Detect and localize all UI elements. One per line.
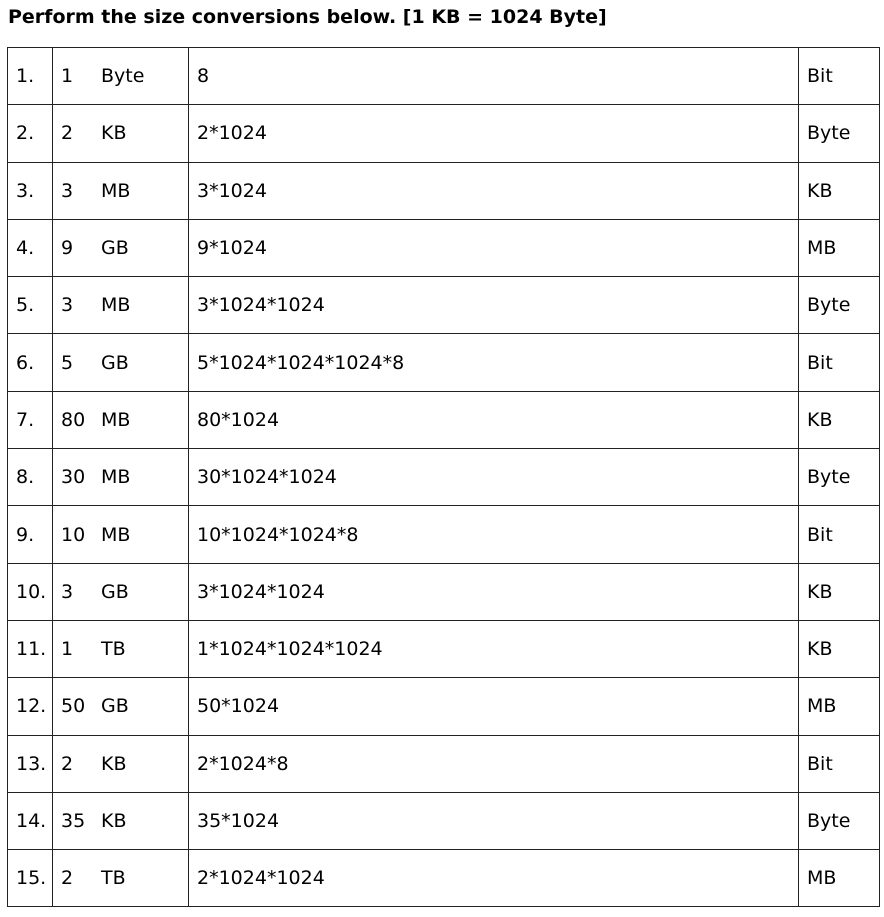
row-number: 8. bbox=[8, 449, 53, 506]
table-row bbox=[8, 391, 880, 448]
source-quantity bbox=[53, 620, 189, 677]
conversion-result: 1*1024*1024*1024 bbox=[189, 620, 799, 677]
source-amount: 1 bbox=[61, 65, 74, 88]
target-unit: Byte bbox=[799, 277, 880, 334]
table-row bbox=[8, 506, 880, 563]
source-quantity bbox=[53, 850, 189, 907]
page-title: Perform the size conversions below. [1 KB = 1024 Byte] bbox=[8, 6, 607, 28]
table-row bbox=[8, 162, 880, 219]
source-quantity bbox=[53, 563, 189, 620]
table-row bbox=[8, 735, 880, 792]
source-unit: GB bbox=[101, 695, 129, 718]
row-number: 2. bbox=[8, 105, 53, 162]
source-quantity bbox=[53, 792, 189, 849]
target-unit: Byte bbox=[799, 105, 880, 162]
conversion-result: 2*1024*8 bbox=[189, 735, 799, 792]
target-unit: Bit bbox=[799, 48, 880, 105]
table-row bbox=[8, 277, 880, 334]
source-unit: MB bbox=[101, 179, 131, 202]
row-number: 11. bbox=[8, 620, 53, 677]
source-amount: 3 bbox=[61, 580, 74, 603]
table-row bbox=[8, 105, 880, 162]
source-unit: TB bbox=[101, 867, 126, 890]
row-number: 3. bbox=[8, 162, 53, 219]
source-quantity bbox=[53, 162, 189, 219]
source-quantity bbox=[53, 449, 189, 506]
source-unit: KB bbox=[101, 752, 127, 775]
conversion-result: 5*1024*1024*1024*8 bbox=[189, 334, 799, 391]
table-row bbox=[8, 48, 880, 105]
source-amount: 10 bbox=[61, 523, 86, 546]
source-unit: GB bbox=[101, 580, 129, 603]
row-number: 12. bbox=[8, 678, 53, 735]
source-unit: TB bbox=[101, 638, 126, 661]
source-quantity bbox=[53, 391, 189, 448]
conversion-result: 9*1024 bbox=[189, 219, 799, 276]
table-row bbox=[8, 563, 880, 620]
row-number: 13. bbox=[8, 735, 53, 792]
target-unit: Byte bbox=[799, 449, 880, 506]
row-number: 7. bbox=[8, 391, 53, 448]
table-row bbox=[8, 792, 880, 849]
table-row bbox=[8, 334, 880, 391]
table-row bbox=[8, 449, 880, 506]
conversion-result: 10*1024*1024*8 bbox=[189, 506, 799, 563]
conversion-result: 30*1024*1024 bbox=[189, 449, 799, 506]
source-amount: 35 bbox=[61, 810, 86, 832]
source-amount: 3 bbox=[61, 179, 74, 202]
source-unit: MB bbox=[101, 466, 131, 489]
source-amount: 2 bbox=[61, 752, 74, 775]
target-unit: KB bbox=[799, 391, 880, 448]
row-number: 9. bbox=[8, 506, 53, 563]
table-row bbox=[8, 620, 880, 677]
source-amount: 9 bbox=[61, 237, 74, 260]
source-amount: 30 bbox=[61, 466, 86, 489]
target-unit: Byte bbox=[799, 792, 880, 849]
target-unit: Bit bbox=[799, 506, 880, 563]
row-number: 14. bbox=[8, 792, 53, 849]
target-unit: KB bbox=[799, 162, 880, 219]
source-quantity bbox=[53, 735, 189, 792]
source-unit: GB bbox=[101, 351, 129, 374]
conversion-table bbox=[7, 47, 880, 907]
conversion-result: 2*1024*1024 bbox=[189, 850, 799, 907]
source-amount: 5 bbox=[61, 351, 74, 374]
source-amount: 80 bbox=[61, 408, 86, 431]
source-quantity bbox=[53, 105, 189, 162]
source-unit: KB bbox=[101, 122, 127, 145]
conversion-result: 8 bbox=[189, 48, 799, 105]
source-unit: KB bbox=[101, 810, 127, 832]
row-number: 6. bbox=[8, 334, 53, 391]
conversion-result: 35*1024 bbox=[189, 792, 799, 849]
conversion-result: 3*1024 bbox=[189, 162, 799, 219]
row-number: 15. bbox=[8, 850, 53, 907]
source-unit: MB bbox=[101, 408, 131, 431]
source-quantity bbox=[53, 334, 189, 391]
conversion-result: 2*1024 bbox=[189, 105, 799, 162]
source-quantity bbox=[53, 506, 189, 563]
row-number: 10. bbox=[8, 563, 53, 620]
conversion-result: 3*1024*1024 bbox=[189, 277, 799, 334]
conversion-result: 80*1024 bbox=[189, 391, 799, 448]
table-row bbox=[8, 219, 880, 276]
target-unit: Bit bbox=[799, 735, 880, 792]
target-unit: MB bbox=[799, 678, 880, 735]
target-unit: KB bbox=[799, 563, 880, 620]
table-row bbox=[8, 678, 880, 735]
target-unit: MB bbox=[799, 219, 880, 276]
source-unit: GB bbox=[101, 237, 129, 260]
source-amount: 2 bbox=[61, 867, 74, 890]
row-number: 1. bbox=[8, 48, 53, 105]
source-amount: 50 bbox=[61, 695, 86, 718]
target-unit: MB bbox=[799, 850, 880, 907]
row-number: 5. bbox=[8, 277, 53, 334]
source-unit: Byte bbox=[101, 65, 145, 88]
source-quantity bbox=[53, 277, 189, 334]
conversion-result: 50*1024 bbox=[189, 678, 799, 735]
source-amount: 1 bbox=[61, 638, 74, 661]
conversion-table-body bbox=[8, 48, 880, 907]
conversion-result: 3*1024*1024 bbox=[189, 563, 799, 620]
target-unit: KB bbox=[799, 620, 880, 677]
table-row bbox=[8, 850, 880, 907]
source-quantity bbox=[53, 219, 189, 276]
source-amount: 3 bbox=[61, 294, 74, 317]
row-number: 4. bbox=[8, 219, 53, 276]
source-unit: MB bbox=[101, 294, 131, 317]
source-quantity bbox=[53, 678, 189, 735]
source-amount: 2 bbox=[61, 122, 74, 145]
source-quantity bbox=[53, 48, 189, 105]
target-unit: Bit bbox=[799, 334, 880, 391]
source-unit: MB bbox=[101, 523, 131, 546]
